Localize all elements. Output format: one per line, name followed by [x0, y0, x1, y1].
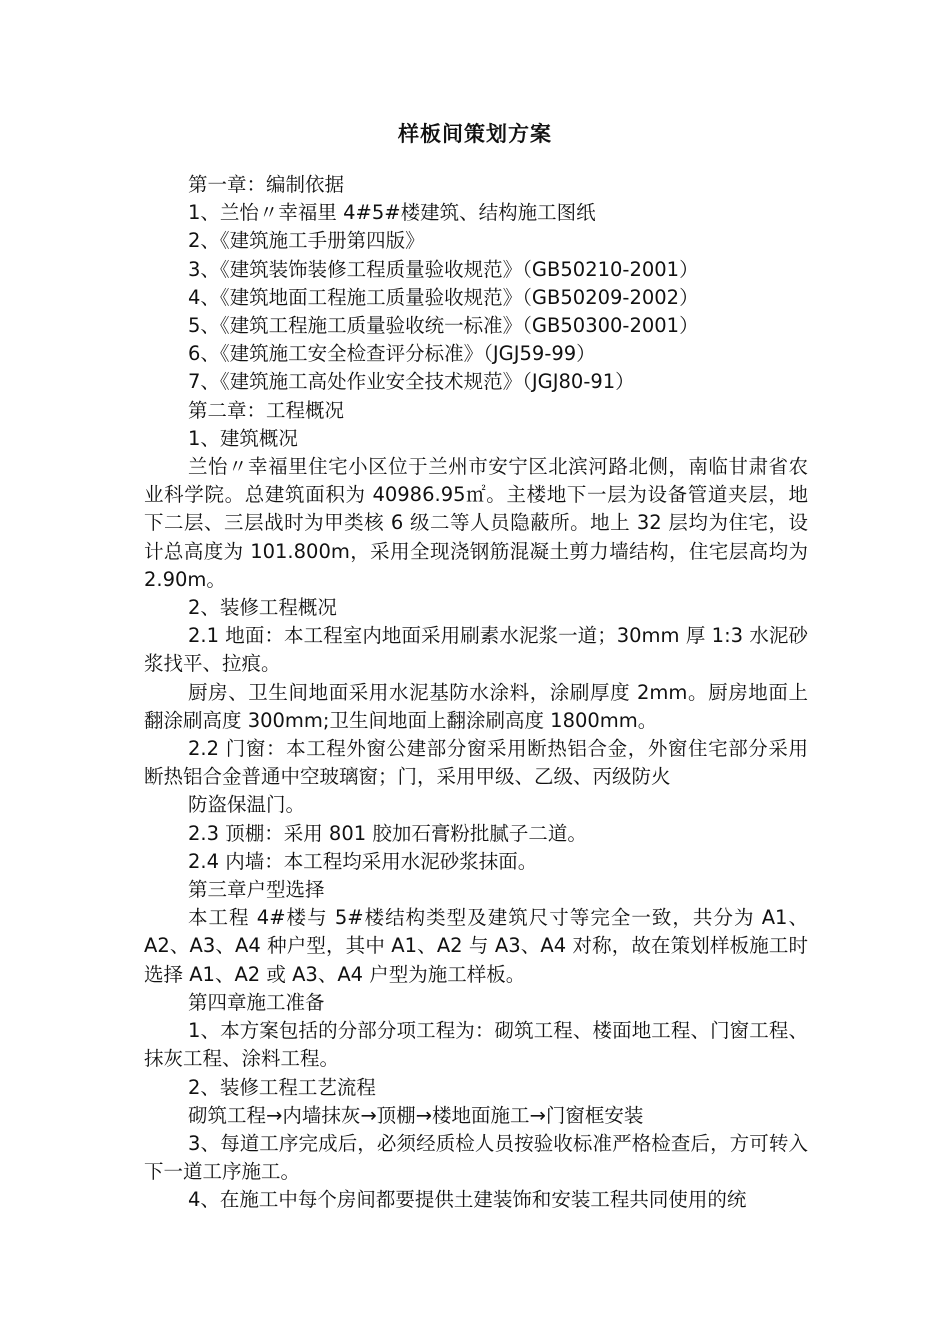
basis-item-6: 6、《建筑施工安全检查评分标准》（JGJ59-99）: [188, 342, 596, 366]
unit-type-paragraph: 本工程 4#楼与 5#楼结构类型及建筑尺寸等完全一致，共分为 A1、A2、A3、A4 种户型，其中 A1、A2 与 A3、A4 对称，故在策划样板施工时选择 A1、A2 或 A3、A4 户型为施工样板。: [144, 906, 808, 986]
process-flow-line: 砌筑工程→内墙抹灰→顶棚→楼地面施工→门窗框安装: [188, 1103, 644, 1127]
basis-item-4: 4、《建筑地面工程施工质量验收规范》（GB50209-2002）: [188, 285, 699, 309]
section-building-overview: 1、建筑概况: [188, 426, 298, 450]
inspection-paragraph: 3、每道工序完成后，必须经质检人员按验收标准严格检查后，方可转入下一道工序施工。: [144, 1131, 808, 1184]
reference-line-paragraph: 4、在施工中每个房间都要提供土建装饰和安装工程共同使用的统: [188, 1188, 747, 1212]
basis-item-3: 3、《建筑装饰装修工程质量验收规范》（GB50210-2001）: [188, 257, 699, 281]
basis-item-2: 2、《建筑施工手册第四版》: [188, 229, 425, 253]
chapter-3-heading: 第三章户型选择: [188, 878, 325, 902]
doors-windows-paragraph: 2.2 门窗：本工程外窗公建部分窗采用断热铝合金，外窗住宅部分采用断热铝合金普通中空玻璃窗；门，采用甲级、乙级、丙级防火: [144, 737, 808, 789]
building-overview-paragraph: 兰怡〃幸福里住宅小区位于兰州市安宁区北滨河路北侧，南临甘肃省农业科学院。总建筑面积为 40986.95㎡。主楼地下一层为设备管道夹层，地下二层、三层战时为甲类核 6 级二等人员隐蔽所。地上 32 层均为住宅，设计总高度为 101.800m，采用全现浇钢筋混凝土剪力墙结构，住宅层高均为 2.90m。: [144, 455, 808, 591]
document-body: [144, 171, 808, 1215]
document-title: 样板间策划方案: [398, 122, 552, 146]
doors-windows-continuation: 防盗保温门。: [188, 793, 306, 817]
basis-item-1: 1、兰怡〃幸福里 4#5#楼建筑、结构施工图纸: [188, 201, 596, 225]
chapter-2-heading: 第二章：工程概况: [188, 398, 345, 422]
section-decoration-overview: 2、装修工程概况: [188, 596, 337, 620]
basis-item-5: 5、《建筑工程施工质量验收统一标准》（GB50300-2001）: [188, 314, 699, 338]
process-flow-heading: 2、装修工程工艺流程: [188, 1075, 376, 1099]
scope-paragraph: 1、本方案包括的分部分项工程为：砌筑工程、楼面地工程、门窗工程、抹灰工程、涂料工程。: [144, 1019, 808, 1071]
chapter-4-heading: 第四章施工准备: [188, 990, 325, 1014]
interior-wall-line: 2.4 内墙：本工程均采用水泥砂浆抹面。: [188, 849, 538, 873]
chapter-1-heading: 第一章：编制依据: [188, 173, 345, 196]
kitchen-bath-paragraph: 厨房、卫生间地面采用水泥基防水涂料，涂刷厚度 2mm。厨房地面上翻涂刷高度 300mm;卫生间地面上翻涂刷高度 1800mm。: [144, 680, 808, 732]
floor-paragraph: 2.1 地面：本工程室内地面采用刷素水泥浆一道；30mm 厚 1:3 水泥砂浆找平、拉痕。: [144, 624, 808, 676]
ceiling-line: 2.3 顶棚：采用 801 胶加石膏粉批腻子二道。: [188, 821, 587, 845]
basis-item-7: 7、《建筑施工高处作业安全技术规范》（JGJ80-91）: [188, 370, 635, 394]
